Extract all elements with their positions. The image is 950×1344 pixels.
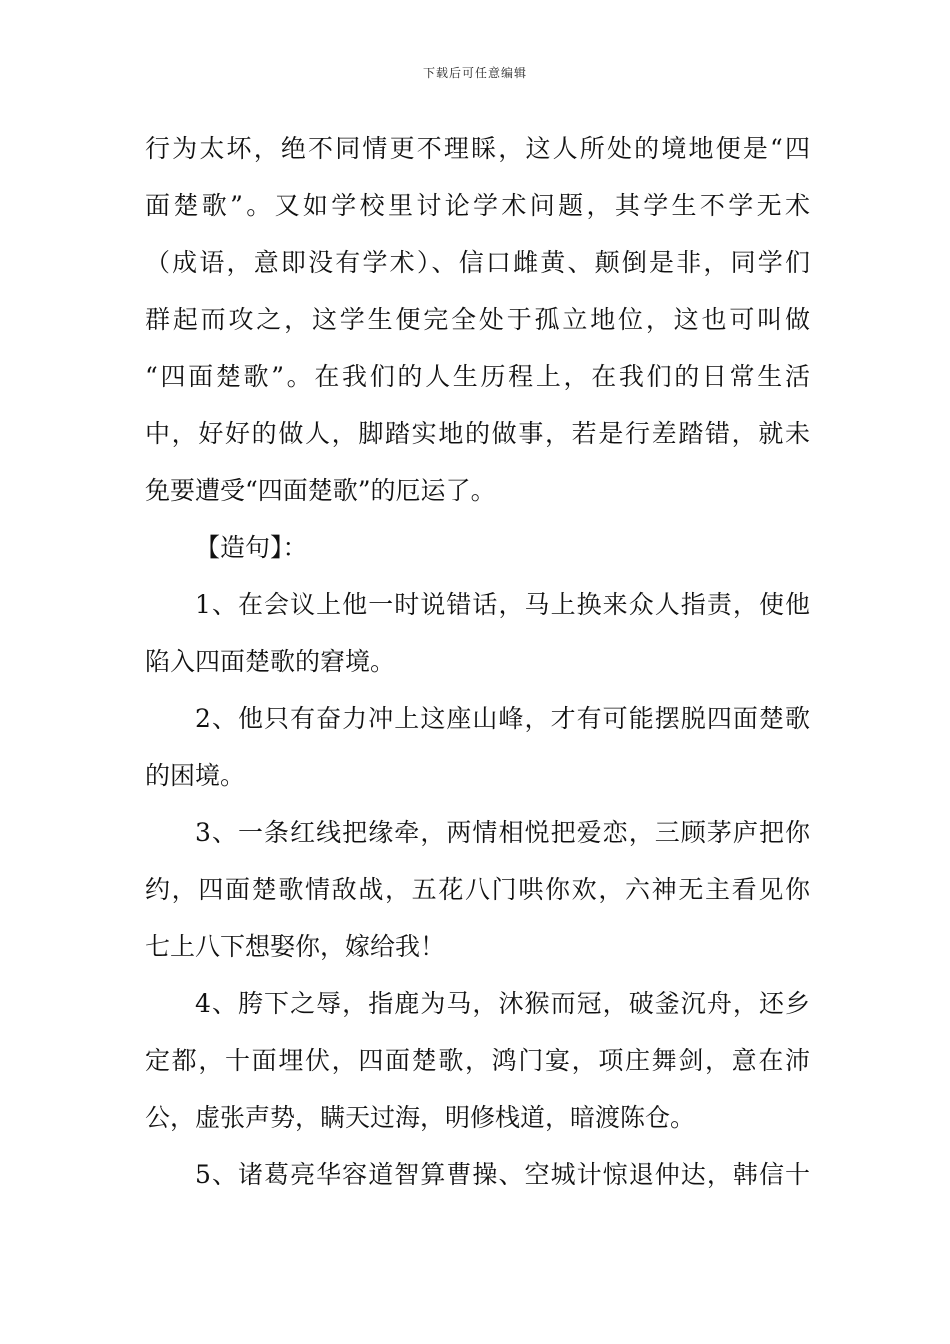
sentence-line: 5、诸葛亮华容道智算曹操、空城计惊退仲达，韩信十 (195, 1160, 810, 1189)
document-body (145, 120, 810, 1203)
sentence-line: 2、他只有奋力冲上这座山峰，才有可能摆脱四面楚歌 (195, 704, 810, 733)
sentence-line: 约，四面楚歌情敌战，五花八门哄你欢，六神无主看见你 (145, 875, 810, 904)
sentence-line: 陷入四面楚歌的窘境。 (145, 647, 396, 676)
sentence-line: 3、一条红线把缘牵，两情相悦把爱恋，三顾茅庐把你 (195, 818, 810, 847)
sentence-line: 1、在会议上他一时说错话，马上换来众人指责，使他 (195, 590, 810, 619)
text-line: （成语，意即没有学术）、信口雌黄、颠倒是非，同学们 (145, 248, 810, 277)
text-line: 面楚歌”。又如学校里讨论学术问题，其学生不学无术 (145, 191, 810, 220)
text-line: “四面楚歌”。在我们的人生历程上，在我们的日常生活 (145, 362, 810, 391)
sentence-line: 定都，十面埋伏，四面楚歌，鸿门宴，项庄舞剑，意在沛 (145, 1046, 810, 1075)
page-header: 下载后可任意编辑 (422, 66, 527, 80)
text-line: 行为太坏，绝不同情更不理睬，这人所处的境地便是“四 (145, 134, 810, 163)
section-heading: 【造句】： (195, 533, 308, 562)
sentence-line: 七上八下想娶你，嫁给我！ (145, 932, 446, 961)
sentence-line: 的困境。 (145, 761, 246, 790)
text-line: 中，好好的做人，脚踏实地的做事，若是行差踏错，就未 (145, 419, 810, 448)
sentence-line: 4、胯下之辱，指鹿为马，沐猴而冠，破釜沉舟，还乡 (195, 989, 810, 1018)
text-line: 群起而攻之，这学生便完全处于孤立地位，这也可叫做 (145, 305, 810, 334)
sentence-line: 公，虚张声势，瞒天过海，明修栈道，暗渡陈仓。 (145, 1103, 696, 1132)
text-line: 免要遭受“四面楚歌”的厄运了。 (145, 476, 496, 505)
